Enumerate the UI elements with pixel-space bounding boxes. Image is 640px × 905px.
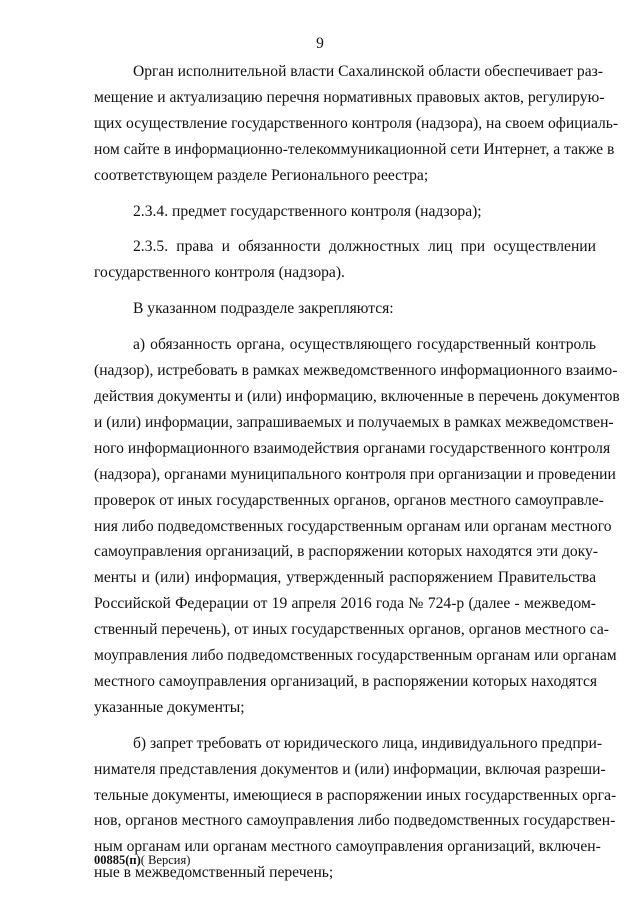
text-line: В указанном подразделе закрепляются:	[133, 300, 394, 318]
text-line: и (или) информации, запрашиваемых и получаемых в рамках межведомствен-	[94, 413, 614, 431]
text-line: Российской Федерации от 19 апреля 2016 года № 724-р (далее - межведом-	[94, 595, 596, 613]
text-line: Орган исполнительной власти Сахалинской области обеспечивает раз-	[133, 63, 603, 80]
document-body	[94, 59, 620, 886]
text-line: самоуправления организаций, в распоряжении которых находятся эти доку-	[94, 543, 599, 561]
text-line: нов, органов местного самоуправления либо подведомственных государствен-	[94, 812, 616, 830]
text-line: ственный перечень), от иных государственных органов, органов местного са-	[94, 621, 609, 639]
text-line: соответствующем разделе Регионального реестра;	[94, 166, 429, 184]
text-line: мещение и актуализацию перечня нормативных правовых актов, регулирую-	[94, 88, 605, 106]
paragraph-gap	[94, 286, 596, 296]
text-line: проверок от иных государственных органов, органов местного самоуправле-	[94, 491, 604, 509]
document-code: 00885(п)	[94, 853, 141, 867]
text-line: указанные документы;	[94, 698, 245, 716]
text-line: нимателя представления документов и (или) информации, включая разреши-	[94, 760, 606, 778]
text-line: менты и (или) информация, утвержденный распоряжением Правительства	[94, 569, 596, 587]
paragraph-gap	[94, 322, 596, 332]
paragraph	[94, 234, 596, 286]
text-line: (надзора), органами муниципального контроля при организации и проведении	[94, 465, 616, 483]
text-line: моуправления либо подведомственных государственным органам или органам	[94, 647, 617, 665]
text-line: местного самоуправления организаций, в распоряжении которых находятся	[94, 672, 598, 690]
paragraph	[94, 59, 619, 189]
paragraph-gap	[94, 721, 596, 731]
text-line: 2.3.4. предмет государственного контроля (надзора);	[133, 202, 482, 220]
text-line: действия документы и (или) информацию, включенные в перечень документов	[94, 387, 620, 405]
text-line: 2.3.5. права и обязанности должностных лиц при осуществлении	[133, 238, 596, 256]
text-line: а) обязанность органа, осуществляющего государственный контроль	[133, 336, 596, 354]
text-line: щих осуществление государственного контроля (надзора), на своем официаль-	[94, 114, 619, 132]
document-version: ( Версия)	[140, 853, 191, 867]
page-number: 9	[316, 35, 324, 52]
text-line: государственного контроля (надзора).	[94, 264, 345, 282]
text-line: ного информационного взаимодействия органами государственного контроля	[94, 439, 611, 457]
document-footer	[94, 853, 190, 868]
paragraph	[94, 199, 596, 225]
text-line: б) запрет требовать от юридического лица, индивидуального предпри-	[133, 734, 603, 752]
text-line: ном сайте в информационно-телекоммуникационной сети Интернет, а также в	[94, 140, 615, 158]
paragraph-gap	[94, 224, 596, 234]
paragraph	[94, 332, 620, 721]
text-line: (надзор), истребовать в рамках межведомственного информационного взаимо-	[94, 362, 618, 380]
text-line: тельные документы, имеющиеся в распоряжении иных государственных орга-	[94, 786, 617, 804]
text-line: ния либо подведомственных государственным органам или органам местного	[94, 517, 612, 535]
paragraph-gap	[94, 189, 596, 199]
text-line: ным органам или органам местного самоуправления организаций, включен-	[94, 838, 601, 856]
paragraph	[94, 296, 596, 322]
text-line: ные в межведомственный перечень;	[94, 864, 334, 882]
